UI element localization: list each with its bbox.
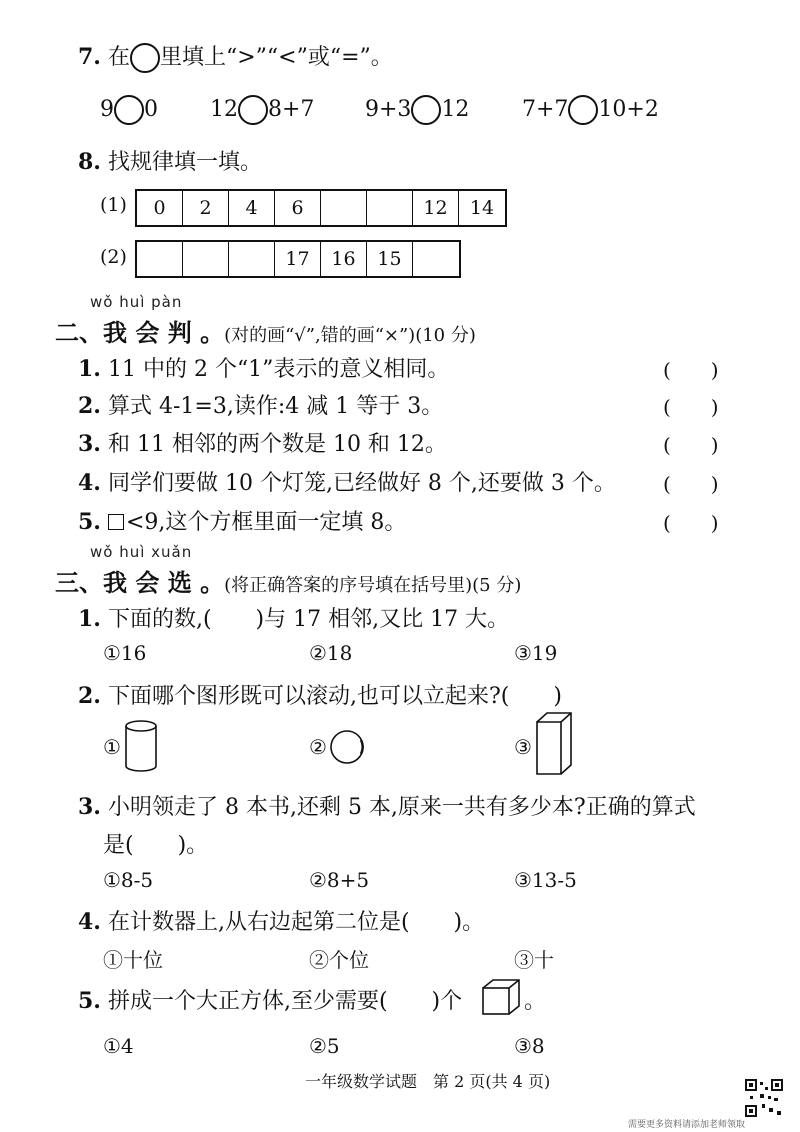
seq-cell: 16: [321, 242, 367, 276]
answer-paren[interactable]: ( ): [663, 395, 719, 419]
judge-item-2: 2. 算式 4-1=3,读作:4 减 1 等于 3。: [78, 393, 444, 419]
choice-q3-line2: 是( )。: [103, 833, 209, 858]
sequence-row-1: [135, 189, 507, 227]
option-1: ①: [103, 735, 121, 759]
choice-q5-end: 。: [524, 989, 547, 1014]
page-footer: 一年级数学试题 第 2 页(共 4 页): [305, 1072, 551, 1091]
judge-item-4: 4. 同学们要做 10 个灯笼,已经做好 8 个,还要做 3 个。: [78, 470, 616, 496]
seq-blank-cell[interactable]: [229, 242, 275, 276]
seq-blank-cell[interactable]: [367, 191, 413, 225]
choice-q1: 1. 下面的数,( )与 17 相邻,又比 17 大。: [78, 606, 510, 632]
seq-blank-cell[interactable]: [137, 242, 183, 276]
sphere-icon: [328, 728, 366, 766]
option-1: ①8-5: [103, 868, 154, 892]
q7-item: 12 8+7: [210, 95, 314, 125]
judge-item-3: 3. 和 11 相邻的两个数是 10 和 12。: [78, 431, 447, 457]
answer-paren[interactable]: ( ): [663, 472, 719, 496]
compare-circle[interactable]: [238, 95, 268, 125]
seq-cell: 14: [469, 197, 495, 219]
sec3-pinyin: wǒ huì xuǎn: [90, 543, 193, 561]
answer-paren[interactable]: ( ): [663, 433, 719, 457]
option-1: ①4: [103, 1034, 134, 1058]
option-3: ③8: [514, 1034, 545, 1058]
cuboid-icon: [533, 710, 575, 778]
choice-q4: 4. 在计数器上,从右边起第二位是( )。: [78, 909, 485, 935]
seq-cell: 2: [183, 191, 229, 225]
choice-q5: 5. 拼成一个大正方体,至少需要( )个: [78, 988, 463, 1014]
compare-circle[interactable]: [114, 95, 144, 125]
seq-cell: 4: [229, 191, 275, 225]
option-3: ③19: [514, 641, 558, 665]
seq-cell: 15: [367, 242, 413, 276]
q7-item: 9+3 12: [365, 95, 469, 125]
q8-row1-label: (1): [100, 194, 127, 216]
blank-square-icon: [108, 514, 124, 530]
seq-cell: 6: [275, 191, 321, 225]
seq-blank-cell[interactable]: [183, 242, 229, 276]
option-2: ②5: [309, 1034, 340, 1058]
sec2-pinyin: wǒ huì pàn: [90, 293, 183, 311]
seq-cell: 12: [413, 191, 459, 225]
answer-circle[interactable]: [130, 43, 160, 73]
option-3: ③13-5: [514, 868, 577, 892]
q8-row2-label: (2): [100, 246, 127, 268]
answer-paren[interactable]: ( ): [663, 358, 719, 382]
q7-item: 7+7 10+2: [522, 95, 659, 125]
compare-circle[interactable]: [568, 95, 598, 125]
seq-blank-cell[interactable]: [413, 242, 459, 276]
cylinder-icon: [122, 718, 160, 774]
q7-title: 7. 在 里填上“>”“<”或“=”。: [78, 40, 393, 73]
judge-item-5: 5. <9,这个方框里面一定填 8。: [78, 509, 407, 535]
choice-q3: 3. 小明领走了 8 本书,还剩 5 本,原来一共有多少本?正确的算式: [78, 794, 696, 820]
option-3: ③: [514, 735, 532, 759]
option-2: ②个位: [309, 948, 369, 972]
judge-item-1: 1. 11 中的 2 个“1”表示的意义相同。: [78, 356, 450, 382]
q8-title: 8. 找规律填一填。: [78, 149, 262, 175]
choice-q2: 2. 下面哪个图形既可以滚动,也可以立起来?( ): [78, 683, 562, 709]
option-2: ②18: [309, 641, 353, 665]
compare-circle[interactable]: [411, 95, 441, 125]
watermark-text: 需要更多资料请添加老师领取: [628, 1120, 746, 1130]
option-1: ①16: [103, 641, 147, 665]
sequence-row-2: [135, 240, 461, 278]
sec3-heading: 三、我 会 选 。(将正确答案的序号填在括号里)(5 分): [55, 568, 522, 597]
option-1: ①十位: [103, 948, 163, 972]
cube-icon: [480, 978, 522, 1016]
option-2: ②: [309, 735, 327, 759]
option-2: ②8+5: [309, 868, 370, 892]
option-3: ③十: [514, 948, 554, 972]
seq-blank-cell[interactable]: [321, 191, 367, 225]
qr-code-icon: [744, 1078, 784, 1118]
seq-cell: 17: [275, 242, 321, 276]
seq-cell: 0: [137, 191, 183, 225]
answer-paren[interactable]: ( ): [663, 511, 719, 535]
sec2-heading: 二、我 会 判 。(对的画“√”,错的画“×”)(10 分): [55, 318, 476, 347]
q7-item: 9 0: [100, 95, 158, 125]
